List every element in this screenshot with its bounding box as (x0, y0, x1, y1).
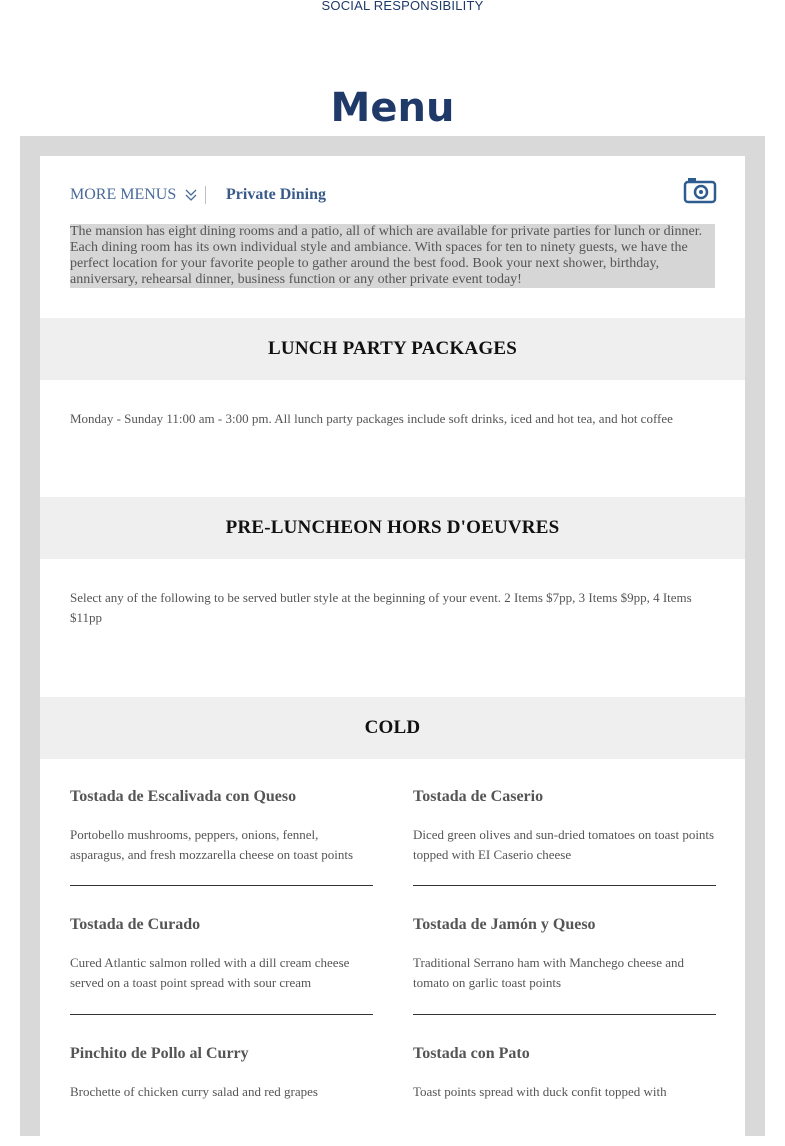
chevron-down-icon (185, 188, 197, 202)
menu-item-name: Pinchito de Pollo al Curry (70, 1045, 249, 1062)
menu-card (40, 156, 745, 1146)
section-title: LUNCH PARTY PACKAGES (268, 338, 517, 359)
section-title: PRE-LUNCHEON HORS D'OEUVRES (225, 517, 560, 538)
menu-item-description: Diced green olives and sun-dried tomatoes on toast points topped with EI Caserio cheese (413, 827, 715, 862)
menu-frame (20, 136, 765, 1136)
top-nav-link[interactable]: SOCIAL RESPONSIBILITY (321, 0, 484, 13)
more-menus-dropdown[interactable] (70, 186, 197, 204)
item-divider (413, 1014, 716, 1015)
more-menus-label: MORE MENUS (70, 186, 177, 203)
camera-icon[interactable] (683, 176, 717, 204)
section-title: COLD (364, 717, 421, 738)
menu-item (413, 1044, 716, 1102)
menu-item-name: Tostada con Pato (413, 1045, 530, 1062)
menu-item-description: Portobello mushrooms, peppers, onions, fennel, asparagus, and fresh mozzarella cheese on toast points (70, 827, 354, 862)
menu-separator (205, 186, 206, 204)
menu-item-name: Tostada de Escalivada con Queso (70, 788, 297, 805)
section-header-lunch-packages (40, 318, 745, 380)
menu-item (413, 787, 716, 865)
section-header-hors-doeuvres (40, 497, 745, 559)
menu-item (413, 915, 716, 993)
menu-item (70, 787, 373, 865)
menu-item (70, 915, 373, 993)
menu-item-description: Toast points spread with duck confit topped with (413, 1084, 667, 1099)
item-divider (70, 885, 373, 886)
item-divider (413, 885, 716, 886)
menu-item-name: Tostada de Curado (70, 916, 201, 933)
menu-item (70, 1044, 373, 1102)
menu-item-description: Traditional Serrano ham with Manchego cheese and tomato on garlic toast points (413, 955, 685, 990)
page-title: Menu (330, 85, 455, 131)
menu-item-description: Brochette of chicken curry salad and red grapes (70, 1084, 318, 1099)
menu-item-description: Cured Atlantic salmon rolled with a dill cream cheese served on a toast point spread with sour cream (70, 955, 350, 990)
menu-bar (70, 182, 715, 212)
item-divider (70, 1014, 373, 1015)
menu-tab-private-dining[interactable]: Private Dining (226, 186, 326, 203)
section-header-cold (40, 697, 745, 759)
section-description: Select any of the following to be served butler style at the beginning of your event. 2 Items $7pp, 3 Items $9pp, 4 Items $11pp (70, 590, 692, 625)
menu-item-name: Tostada de Jamón y Queso (413, 916, 596, 933)
menu-item-name: Tostada de Caserio (413, 788, 544, 805)
intro-text: The mansion has eight dining rooms and a patio, all of which are available for private parties for lunch or dinner. Each dining room has its own individual style and ambiance. With spaces for ten to ninety guests, we have the perfect location for your favorite people to gather around the best food. Book your next shower, birthday, anniversary, rehearsal dinner, business function or any other private event today! (70, 224, 715, 288)
section-description: Monday - Sunday 11:00 am - 3:00 pm. All lunch party packages include soft drinks, iced and hot tea, and hot coffee (70, 411, 673, 426)
